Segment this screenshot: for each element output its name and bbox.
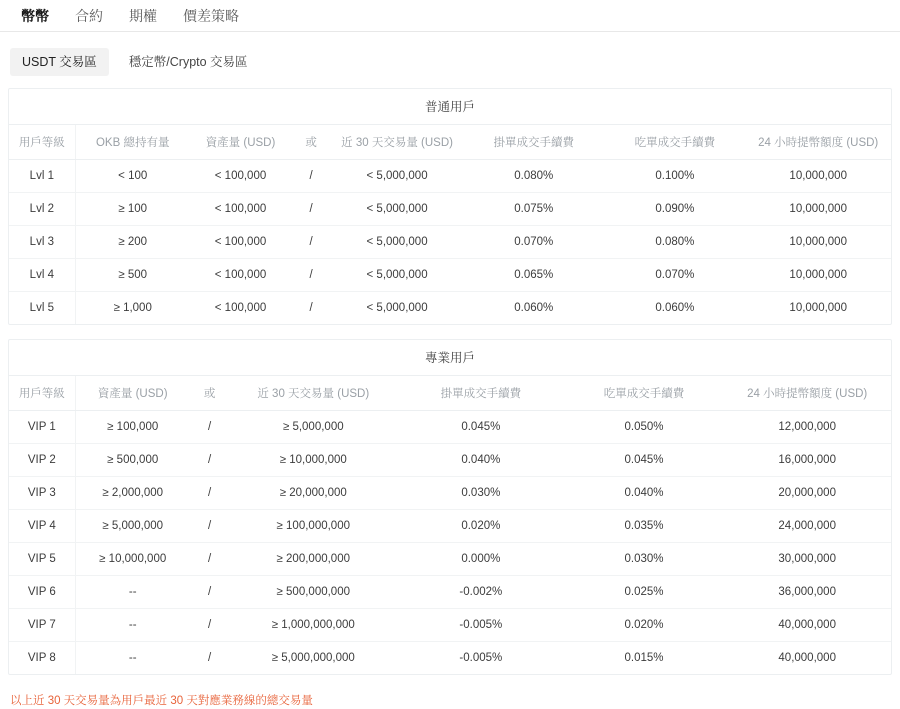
cell-or: / (190, 477, 230, 510)
cell-level: Lvl 4 (9, 259, 75, 292)
column-header-maker-fee: 掛單成交手續費 (463, 125, 604, 160)
cell-taker: 0.060% (655, 302, 695, 314)
cell-assets: < 100,000 (190, 226, 291, 259)
table-row (9, 411, 891, 444)
cell-okb: ≥ 1,000 (113, 302, 152, 314)
cell-assets: ≥ 500,000 (75, 444, 190, 477)
cell-level: VIP 2 (9, 444, 75, 477)
column-header-maker-fee: 掛單成交手續費 (397, 376, 565, 411)
tab-options-label: 期權 (129, 7, 157, 24)
cell-volume: < 5,000,000 (331, 160, 463, 193)
cell-taker: 0.030% (565, 543, 724, 576)
tab-spread-strategy-label: 價差策略 (183, 7, 239, 24)
cell-assets: < 100,000 (214, 302, 267, 314)
column-header-level: 用戶等級 (9, 125, 75, 160)
zone-tab-stablecoin-crypto[interactable] (117, 48, 260, 76)
cell-assets: -- (128, 652, 137, 664)
cell-maker: 0.045% (397, 411, 565, 444)
cell-taker: 0.045% (565, 444, 724, 477)
cell-assets: ≥ 2,000,000 (75, 477, 190, 510)
column-header-okb-holdings: OKB 總持有量 (75, 125, 190, 160)
cell-assets: -- (75, 576, 190, 609)
column-header-withdrawal-limit: 24 小時提幣額度 (USD) (745, 125, 891, 160)
cell-maker: 0.040% (397, 444, 565, 477)
tab-spread-strategy[interactable] (170, 2, 252, 30)
zone-tab-stablecoin-crypto-label: 穩定幣/Crypto 交易區 (128, 55, 248, 69)
vip-user-fee-table (8, 339, 892, 675)
table-row (9, 642, 891, 675)
cell-withdrawal: 30,000,000 (723, 543, 891, 576)
cell-level: Lvl 2 (9, 193, 75, 226)
table-row (9, 160, 891, 193)
cell-maker: 0.065% (463, 259, 604, 292)
column-header-taker-fee: 吃單成交手續費 (604, 125, 745, 160)
cell-volume: ≥ 500,000,000 (229, 576, 397, 609)
cell-level: VIP 1 (9, 411, 75, 444)
cell-level: VIP 8 (9, 642, 75, 675)
column-header-level: 用戶等級 (9, 376, 75, 411)
table-row (9, 576, 891, 609)
table-row (9, 292, 891, 325)
cell-taker: 0.050% (565, 411, 724, 444)
cell-withdrawal: 20,000,000 (723, 477, 891, 510)
cell-withdrawal: 24,000,000 (723, 510, 891, 543)
cell-taker: 0.080% (604, 226, 745, 259)
cell-taker: 0.015% (624, 652, 664, 664)
cell-withdrawal: 12,000,000 (723, 411, 891, 444)
cell-withdrawal: 36,000,000 (723, 576, 891, 609)
cell-volume: < 5,000,000 (366, 302, 428, 314)
cell-level: Lvl 1 (9, 160, 75, 193)
cell-maker: 0.030% (397, 477, 565, 510)
cell-or: / (291, 193, 331, 226)
cell-level: VIP 4 (9, 510, 75, 543)
table-row (9, 477, 891, 510)
cell-assets: ≥ 10,000,000 (75, 543, 190, 576)
cell-level: VIP 5 (9, 543, 75, 576)
table-row (9, 193, 891, 226)
table-header-row (9, 125, 891, 160)
cell-maker: -0.002% (397, 576, 565, 609)
cell-volume: ≥ 100,000,000 (229, 510, 397, 543)
cell-assets: ≥ 5,000,000 (75, 510, 190, 543)
cell-okb: ≥ 100 (75, 193, 190, 226)
cell-okb: < 100 (75, 160, 190, 193)
cell-maker: 0.080% (463, 160, 604, 193)
cell-taker: 0.020% (565, 609, 724, 642)
cell-assets: -- (75, 609, 190, 642)
cell-level: Lvl 3 (9, 226, 75, 259)
table-row (9, 259, 891, 292)
cell-or: / (190, 609, 230, 642)
cell-level: VIP 3 (9, 477, 75, 510)
table-row (9, 609, 891, 642)
cell-taker: 0.025% (565, 576, 724, 609)
column-header-assets: 資產量 (USD) (190, 125, 291, 160)
tab-futures-label: 合約 (75, 7, 103, 24)
column-header-30d-volume: 近 30 天交易量 (USD) (331, 125, 463, 160)
table-row (9, 226, 891, 259)
cell-or: / (190, 576, 230, 609)
cell-withdrawal: 40,000,000 (778, 652, 836, 664)
cell-or: / (291, 226, 331, 259)
cell-taker: 0.100% (604, 160, 745, 193)
cell-maker: 0.020% (397, 510, 565, 543)
cell-maker: 0.075% (463, 193, 604, 226)
cell-okb: ≥ 200 (75, 226, 190, 259)
vip-user-table-title: 專業用戶 (9, 340, 891, 376)
cell-assets: < 100,000 (190, 193, 291, 226)
regular-user-table-title: 普通用戶 (9, 89, 891, 125)
cell-maker: 0.060% (514, 302, 554, 314)
cell-maker: -0.005% (459, 652, 503, 664)
cell-withdrawal: 40,000,000 (723, 609, 891, 642)
cell-volume: < 5,000,000 (331, 226, 463, 259)
cell-taker: 0.090% (604, 193, 745, 226)
cell-assets: ≥ 100,000 (75, 411, 190, 444)
cell-assets: < 100,000 (190, 259, 291, 292)
cell-volume: ≥ 10,000,000 (229, 444, 397, 477)
cell-withdrawal: 16,000,000 (723, 444, 891, 477)
column-header-or: 或 (291, 125, 331, 160)
regular-user-fee-table (8, 88, 892, 325)
table-row (9, 510, 891, 543)
zone-tab-usdt[interactable] (10, 48, 109, 76)
cell-withdrawal: 10,000,000 (745, 226, 891, 259)
cell-okb: ≥ 500 (75, 259, 190, 292)
cell-or: / (190, 444, 230, 477)
cell-volume: ≥ 200,000,000 (229, 543, 397, 576)
cell-volume: ≥ 5,000,000 (229, 411, 397, 444)
cell-maker: 0.000% (397, 543, 565, 576)
vip-user-table (9, 376, 891, 674)
cell-or: / (190, 543, 230, 576)
tab-futures[interactable] (62, 2, 116, 30)
cell-or: / (190, 510, 230, 543)
cell-taker: 0.040% (565, 477, 724, 510)
footnote-text: 以上近 30 天交易量為用戶最近 30 天對應業務線的總交易量 (10, 695, 313, 707)
cell-volume: ≥ 5,000,000,000 (271, 652, 355, 664)
cell-level: Lvl 5 (9, 292, 75, 325)
table-row (9, 444, 891, 477)
cell-level: VIP 7 (9, 609, 75, 642)
primary-tab-bar[interactable] (0, 0, 900, 32)
tab-options[interactable] (116, 2, 170, 30)
column-header-30d-volume: 近 30 天交易量 (USD) (229, 376, 397, 411)
cell-level: VIP 6 (9, 576, 75, 609)
cell-volume: < 5,000,000 (331, 193, 463, 226)
cell-maker: -0.005% (397, 609, 565, 642)
cell-or: / (190, 411, 230, 444)
cell-volume: ≥ 20,000,000 (229, 477, 397, 510)
regular-user-table (9, 125, 891, 324)
zone-tab-usdt-label: USDT 交易區 (22, 55, 97, 69)
cell-taker: 0.035% (565, 510, 724, 543)
cell-or: / (291, 160, 331, 193)
cell-maker: 0.070% (463, 226, 604, 259)
column-header-taker-fee: 吃單成交手續費 (565, 376, 724, 411)
cell-withdrawal: 10,000,000 (745, 193, 891, 226)
column-header-assets: 資產量 (USD) (75, 376, 190, 411)
cell-withdrawal: 10,000,000 (745, 160, 891, 193)
cell-volume: ≥ 1,000,000,000 (229, 609, 397, 642)
cell-volume: < 5,000,000 (331, 259, 463, 292)
cell-assets: < 100,000 (190, 160, 291, 193)
cell-withdrawal: 10,000,000 (745, 259, 891, 292)
cell-taker: 0.070% (604, 259, 745, 292)
cell-or: / (309, 302, 313, 314)
table-header-row (9, 376, 891, 411)
cell-withdrawal: 10,000,000 (789, 302, 847, 314)
tab-spot-label: 幣幣 (21, 7, 49, 24)
tab-spot[interactable] (8, 2, 62, 30)
cell-or: / (208, 652, 212, 664)
column-header-withdrawal-limit: 24 小時提幣額度 (USD) (723, 376, 891, 411)
market-zone-tab-bar[interactable] (0, 32, 900, 88)
cell-or: / (291, 259, 331, 292)
table-row (9, 543, 891, 576)
column-header-or: 或 (190, 376, 230, 411)
